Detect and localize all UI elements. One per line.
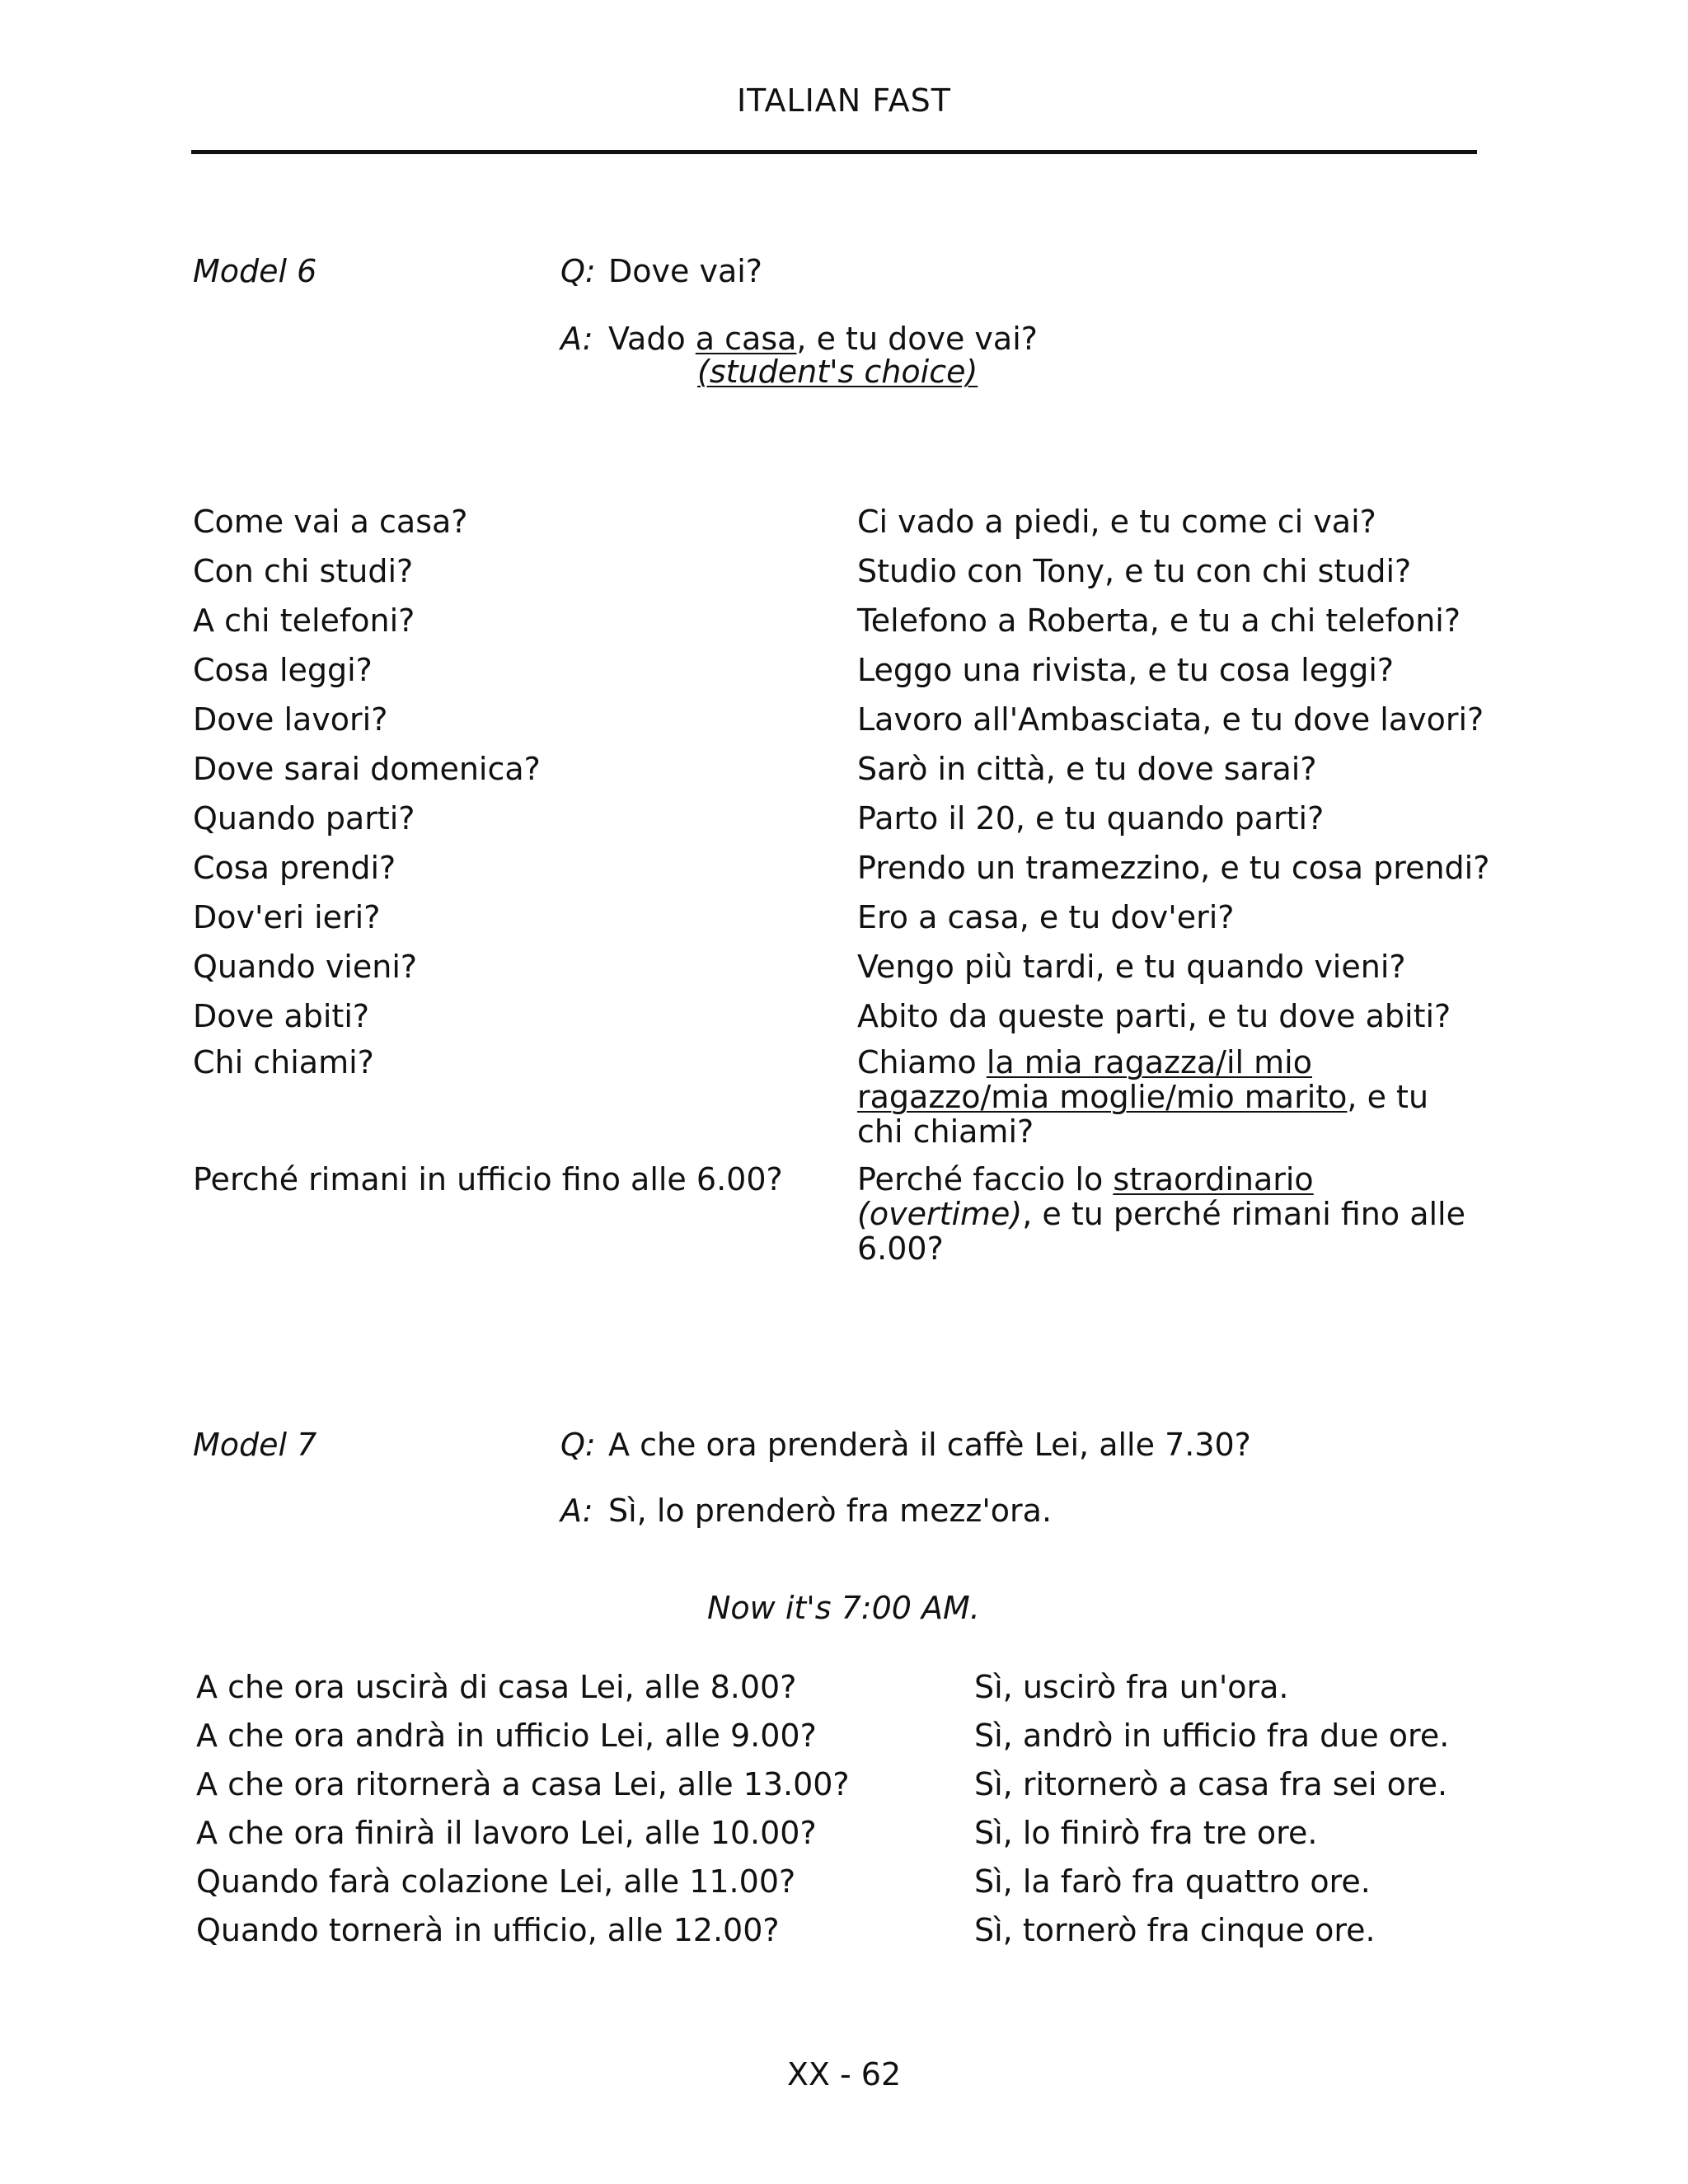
model-6-chiami-answer — [857, 1045, 1434, 1149]
drill-question: A che ora ritornerà a casa Lei, alle 13.00? — [196, 1766, 850, 1802]
drill-answer: Sì, tornerò fra cinque ore. — [974, 1912, 1376, 1948]
drill-answer: Sì, lo finirò fra tre ore. — [974, 1815, 1318, 1851]
perche-a-post: , e tu perché rimani fino alle 6.00? — [857, 1196, 1465, 1267]
model-6-note — [697, 353, 978, 391]
a-label: A: — [560, 1493, 593, 1529]
model-7-question — [560, 1426, 1251, 1464]
chiami-a-pre: Chiamo — [857, 1044, 987, 1080]
model-6-a-pre: Vado — [608, 321, 696, 357]
drill-question: Quando tornerà in ufficio, alle 12.00? — [196, 1912, 780, 1948]
model-6-note-text: (student's choice) — [697, 354, 978, 390]
drill-answer: Sì, andrò in ufficio fra due ore. — [974, 1718, 1450, 1754]
drill-answer: Prendo un tramezzino, e tu cosa prendi? — [857, 850, 1490, 886]
model-7-label: Model 7 — [193, 1427, 317, 1463]
model-6-a-post: , e tu dove vai? — [796, 321, 1038, 357]
model-7-answer — [560, 1492, 1052, 1530]
drill-answer: Parto il 20, e tu quando parti? — [857, 800, 1325, 837]
model-7-note: Now it's 7:00 AM. — [707, 1590, 980, 1626]
drill-question: Quando parti? — [193, 800, 415, 837]
chiami-a-post: , e tu chi chiami? — [857, 1079, 1429, 1150]
drill-answer: Sì, la farò fra quattro ore. — [974, 1863, 1371, 1900]
drill-answer: Telefono a Roberta, e tu a chi telefoni? — [857, 602, 1461, 639]
drill-question: Cosa leggi? — [193, 652, 373, 688]
drill-question: Cosa prendi? — [193, 850, 396, 886]
header-rule — [191, 150, 1477, 154]
perche-a-pre: Perché faccio lo — [857, 1161, 1114, 1197]
drill-answer: Lavoro all'Ambasciata, e tu dove lavori? — [857, 701, 1484, 738]
drill-question: Come vai a casa? — [193, 504, 468, 540]
drill-answer: Sì, ritornerò a casa fra sei ore. — [974, 1766, 1448, 1802]
model-7-a-text: Sì, lo prenderò fra mezz'ora. — [608, 1493, 1053, 1529]
drill-question: A che ora finirà il lavoro Lei, alle 10.00? — [196, 1815, 817, 1851]
drill-question: A chi telefoni? — [193, 602, 415, 639]
drill-answer: Sì, uscirò fra un'ora. — [974, 1669, 1289, 1705]
drill-answer: Ci vado a piedi, e tu come ci vai? — [857, 504, 1376, 540]
drill-question: A che ora uscirà di casa Lei, alle 8.00? — [196, 1669, 797, 1705]
drill-answer: Vengo più tardi, e tu quando vieni? — [857, 949, 1406, 985]
drill-question: Con chi studi? — [193, 553, 414, 589]
drill-answer: Ero a casa, e tu dov'eri? — [857, 899, 1235, 935]
model-6-chiami-question: Chi chiami? — [193, 1044, 374, 1080]
drill-question: Quando vieni? — [193, 949, 418, 985]
running-header: ITALIAN FAST — [736, 82, 952, 119]
drill-question: A che ora andrà in ufficio Lei, alle 9.00? — [196, 1718, 817, 1754]
perche-a-underlined: straordinario — [1113, 1161, 1314, 1197]
model-6-label: Model 6 — [193, 253, 317, 289]
model-6-a-underlined: a casa — [695, 321, 797, 357]
drill-question: Dove lavori? — [193, 701, 388, 738]
model-6-perche-answer — [857, 1162, 1484, 1266]
drill-answer: Studio con Tony, e tu con chi studi? — [857, 553, 1412, 589]
drill-question: Dov'eri ieri? — [193, 899, 381, 935]
page-number: XX - 62 — [786, 2056, 902, 2093]
drill-question: Quando farà colazione Lei, alle 11.00? — [196, 1863, 796, 1900]
model-7-q-text: A che ora prenderà il caffè Lei, alle 7.30? — [608, 1427, 1251, 1463]
model-6-q-text: Dove vai? — [608, 253, 762, 289]
q-label: Q: — [560, 1427, 596, 1463]
a-label: A: — [560, 321, 593, 357]
model-6-question — [560, 252, 762, 290]
drill-answer: Leggo una rivista, e tu cosa leggi? — [857, 652, 1395, 688]
chiami-a-underlined: la mia ragazza/il mio ragazzo/mia moglie/mio marito — [857, 1044, 1348, 1115]
drill-answer: Sarò in città, e tu dove sarai? — [857, 751, 1317, 787]
drill-question: Dove abiti? — [193, 998, 370, 1034]
drill-question: Dove sarai domenica? — [193, 751, 541, 787]
q-label: Q: — [560, 253, 596, 289]
model-6-perche-question: Perché rimani in ufficio fino alle 6.00? — [193, 1161, 783, 1197]
drill-answer: Abito da queste parti, e tu dove abiti? — [857, 998, 1451, 1034]
perche-a-italic: (overtime) — [857, 1196, 1023, 1232]
